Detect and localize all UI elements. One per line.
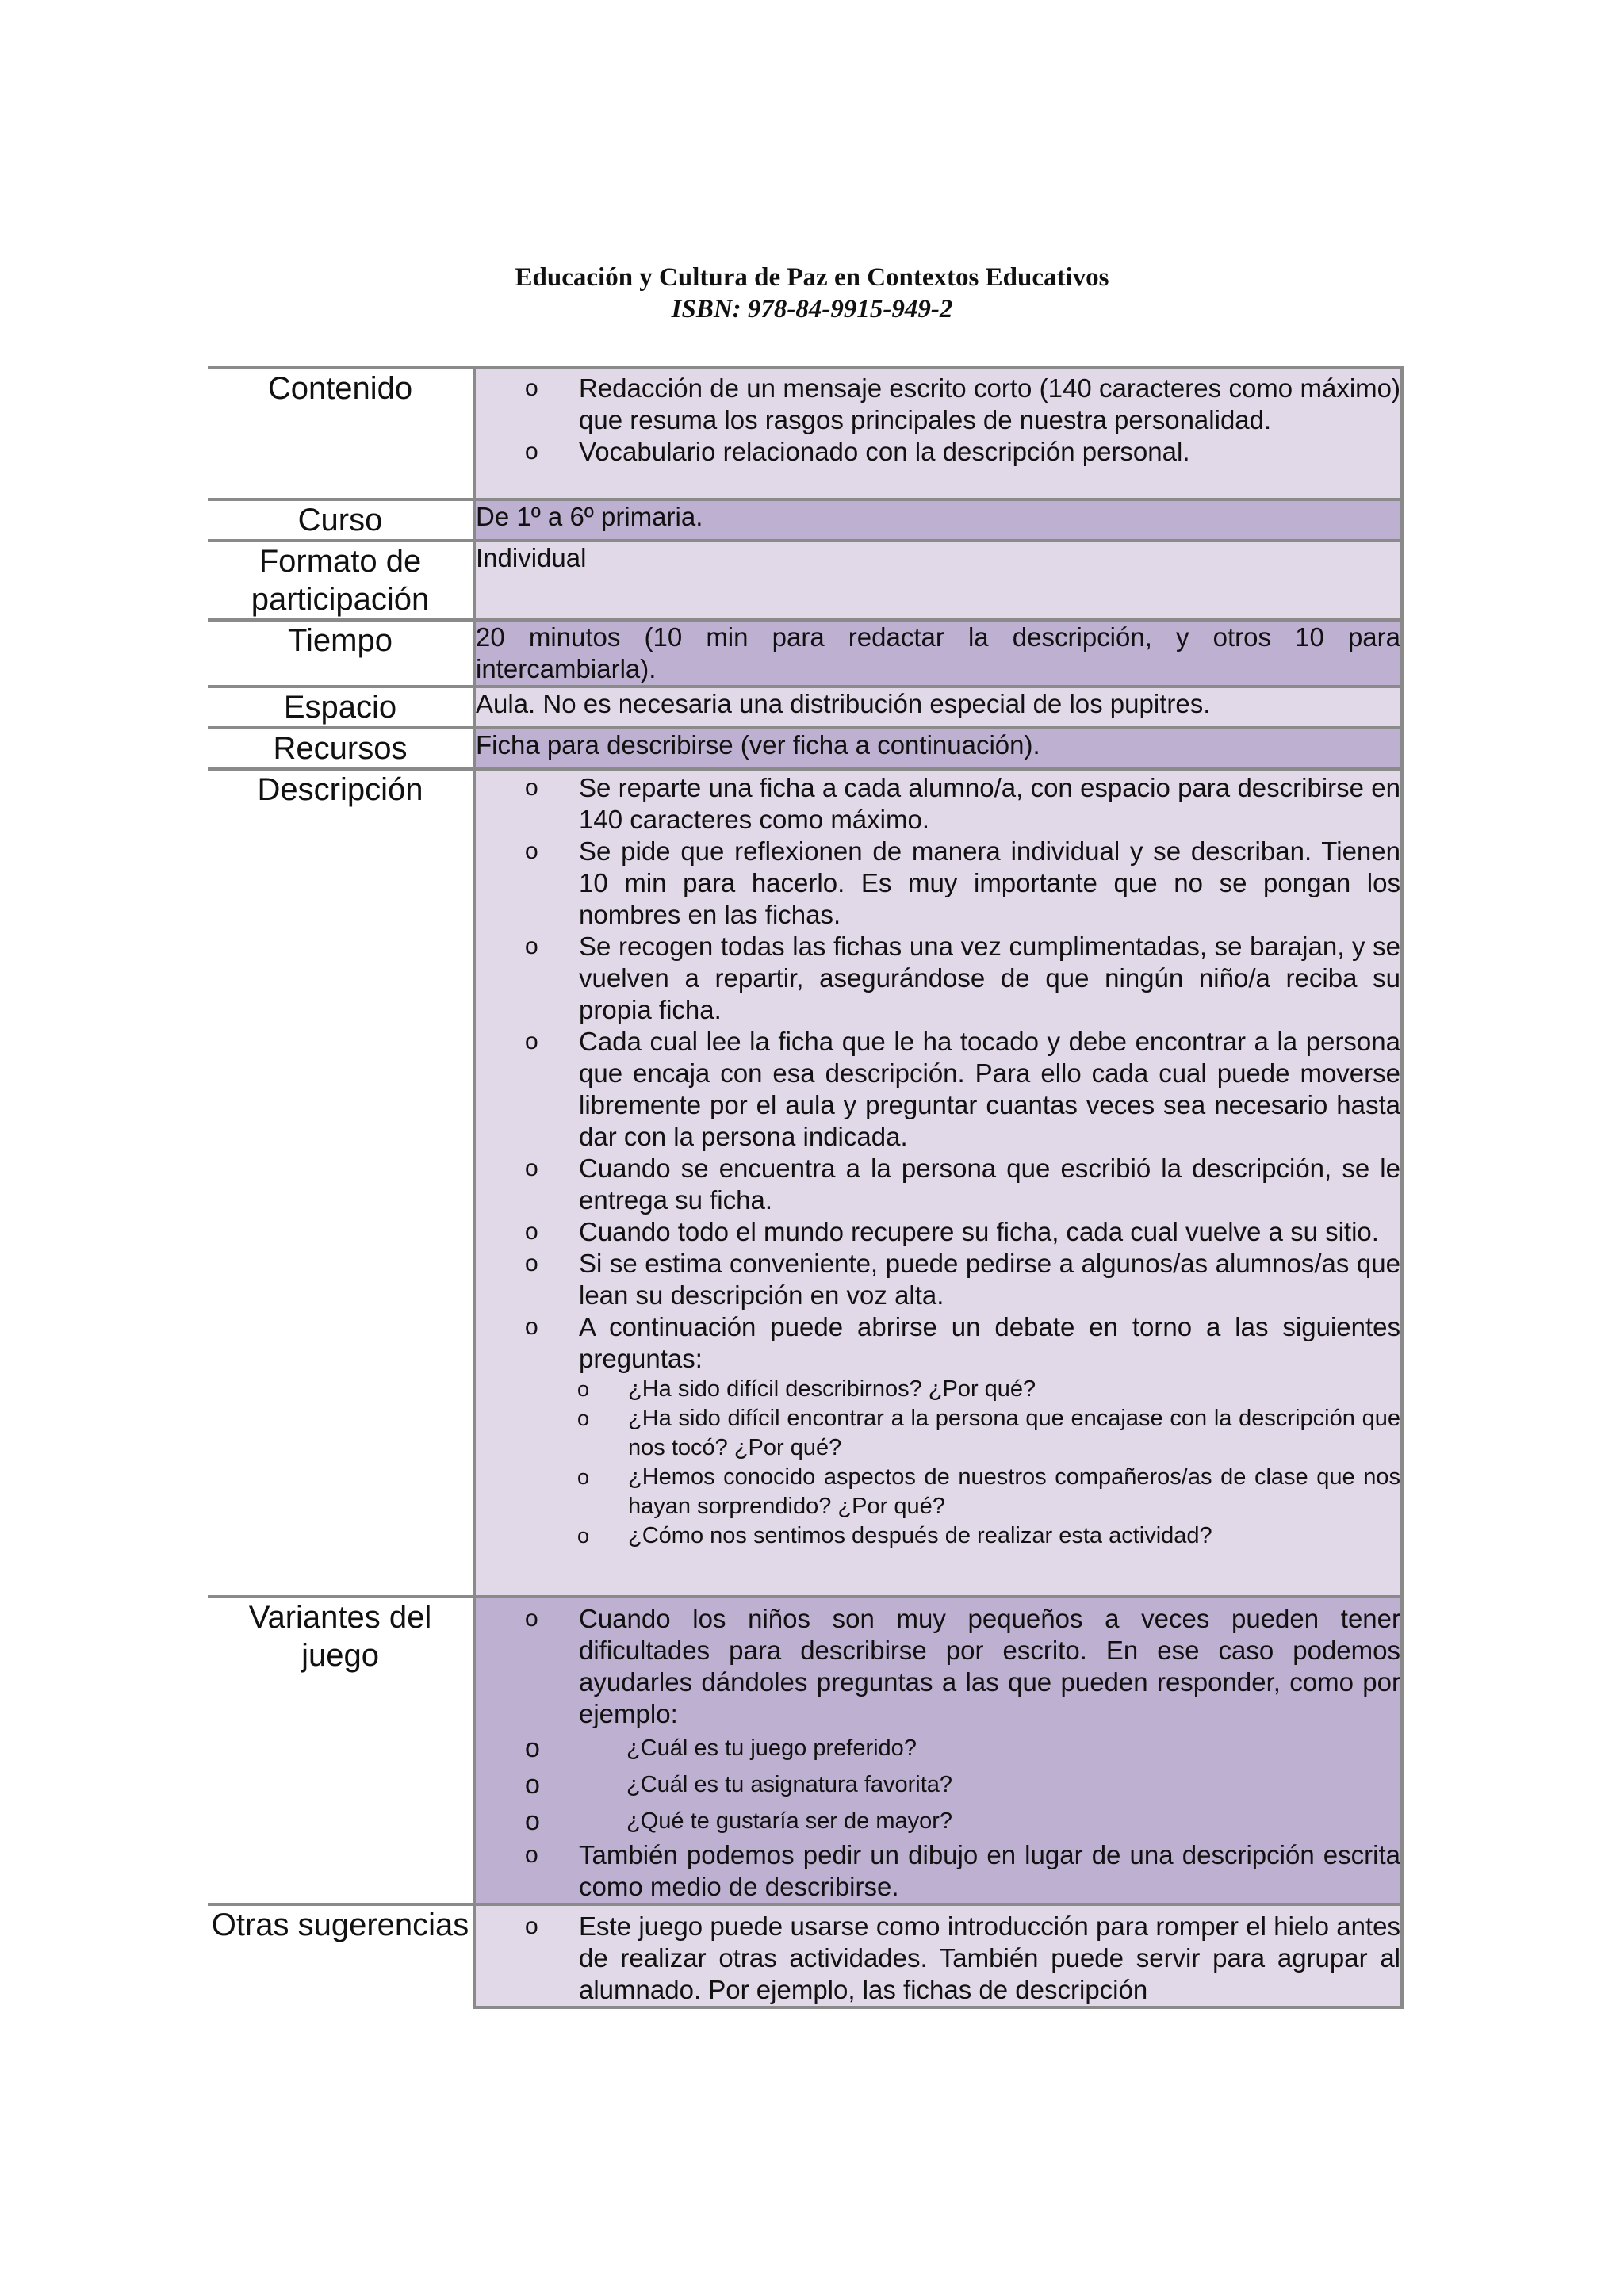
list-item: o Cuando los niños son muy pequeños a veces pueden tener dificultades para describirse por escrito. En ese caso podemos ayudarles dándoles preguntas a las que pueden responder, como por ejemplo: — [476, 1603, 1400, 1730]
value-otras — [474, 1904, 1402, 2007]
list-item: o Se pide que reflexionen de manera individual y se describan. Tienen 10 min para hacerlo. Es muy importante que no se pongan los nombres en las fichas. — [476, 836, 1400, 931]
value-tiempo: 20 minutos (10 min para redactar la descripción, y otros 10 para intercambiarla). — [474, 620, 1402, 687]
label-variantes: Variantes del juego — [208, 1597, 474, 1904]
page-header — [0, 262, 1624, 325]
list-item: o ¿Cuál es tu juego preferido? — [476, 1730, 1400, 1766]
variantes-list — [476, 1603, 1400, 1730]
list-item: o ¿Qué te gustaría ser de mayor? — [476, 1803, 1400, 1839]
value-formato: Individual — [474, 541, 1402, 620]
row-formato — [208, 541, 1402, 620]
value-espacio: Aula. No es necesaria una distribución especial de los pupitres. — [474, 687, 1402, 728]
row-descripcion — [208, 769, 1402, 1597]
list-item: o Cada cual lee la ficha que le ha tocado y debe encontrar a la persona que encaja con esa descripción. Para ello cada cual puede moverse libremente por el aula y preguntar cuantas veces sea necesario hasta dar con la persona indicada. — [476, 1026, 1400, 1153]
variantes-final — [476, 1839, 1400, 1903]
label-descripcion: Descripción — [208, 769, 474, 1597]
list-item: o Se recogen todas las fichas una vez cumplimentadas, se barajan, y se vuelven a repartir, asegurándose de que ningún niño/a reciba su propia ficha. — [476, 931, 1400, 1026]
list-item: o También podemos pedir un dibujo en lugar de una descripción escrita como medio de describirse. — [476, 1839, 1400, 1903]
debate-questions-list — [476, 1375, 1400, 1551]
descripcion-list — [476, 772, 1400, 1375]
list-item: o Se reparte una ficha a cada alumno/a, con espacio para describirse en 140 caracteres como máximo. — [476, 772, 1400, 836]
list-item: o A continuación puede abrirse un debate en torno a las siguientes preguntas: — [476, 1311, 1400, 1375]
row-contenido — [208, 368, 1402, 499]
value-descripcion — [474, 769, 1402, 1597]
list-item: o ¿Cuál es tu asignatura favorita? — [476, 1766, 1400, 1803]
label-formato: Formato de participación — [208, 541, 474, 620]
list-item: o Cuando todo el mundo recupere su ficha, cada cual vuelve a su sitio. — [476, 1216, 1400, 1248]
value-contenido — [474, 368, 1402, 499]
label-recursos: Recursos — [208, 728, 474, 769]
list-item: o Vocabulario relacionado con la descripción personal. — [476, 436, 1400, 468]
list-item: o Si se estima conveniente, puede pedirse a algunos/as alumnos/as que lean su descripción en voz alta. — [476, 1248, 1400, 1311]
row-curso — [208, 499, 1402, 541]
variantes-questions — [476, 1730, 1400, 1839]
label-curso: Curso — [208, 499, 474, 541]
otras-list — [476, 1911, 1400, 2006]
value-curso: De 1º a 6º primaria. — [474, 499, 1402, 541]
value-recursos: Ficha para describirse (ver ficha a continuación). — [474, 728, 1402, 769]
document-title: Educación y Cultura de Paz en Contextos Educativos — [515, 263, 1109, 292]
row-espacio — [208, 687, 1402, 728]
row-tiempo — [208, 620, 1402, 687]
isbn: ISBN: 978-84-9915-949-2 — [671, 295, 953, 323]
list-item: o Cuando se encuentra a la persona que escribió la descripción, se le entrega su ficha. — [476, 1153, 1400, 1216]
label-espacio: Espacio — [208, 687, 474, 728]
label-contenido: Contenido — [208, 368, 474, 499]
list-item: o ¿Hemos conocido aspectos de nuestros compañeros/as de clase que nos hayan sorprendido? ¿Por qué? — [476, 1463, 1400, 1521]
list-item: o ¿Ha sido difícil describirnos? ¿Por qué? — [476, 1375, 1400, 1404]
activity-table — [208, 366, 1404, 2009]
row-recursos — [208, 728, 1402, 769]
list-item: o Redacción de un mensaje escrito corto (140 caracteres como máximo) que resuma los rasgos principales de nuestra personalidad. — [476, 373, 1400, 436]
contenido-list — [476, 373, 1400, 468]
row-variantes — [208, 1597, 1402, 1904]
list-item: o ¿Cómo nos sentimos después de realizar esta actividad? — [476, 1521, 1400, 1551]
label-tiempo: Tiempo — [208, 620, 474, 687]
row-otras — [208, 1904, 1402, 2007]
label-otras: Otras sugerencias — [208, 1904, 474, 2007]
value-variantes — [474, 1597, 1402, 1904]
list-item: o ¿Ha sido difícil encontrar a la persona que encajase con la descripción que nos tocó? ¿Por qué? — [476, 1404, 1400, 1463]
list-item: o Este juego puede usarse como introducción para romper el hielo antes de realizar otras actividades. También puede servir para agrupar al alumnado. Por ejemplo, las fichas de descripción — [476, 1911, 1400, 2006]
